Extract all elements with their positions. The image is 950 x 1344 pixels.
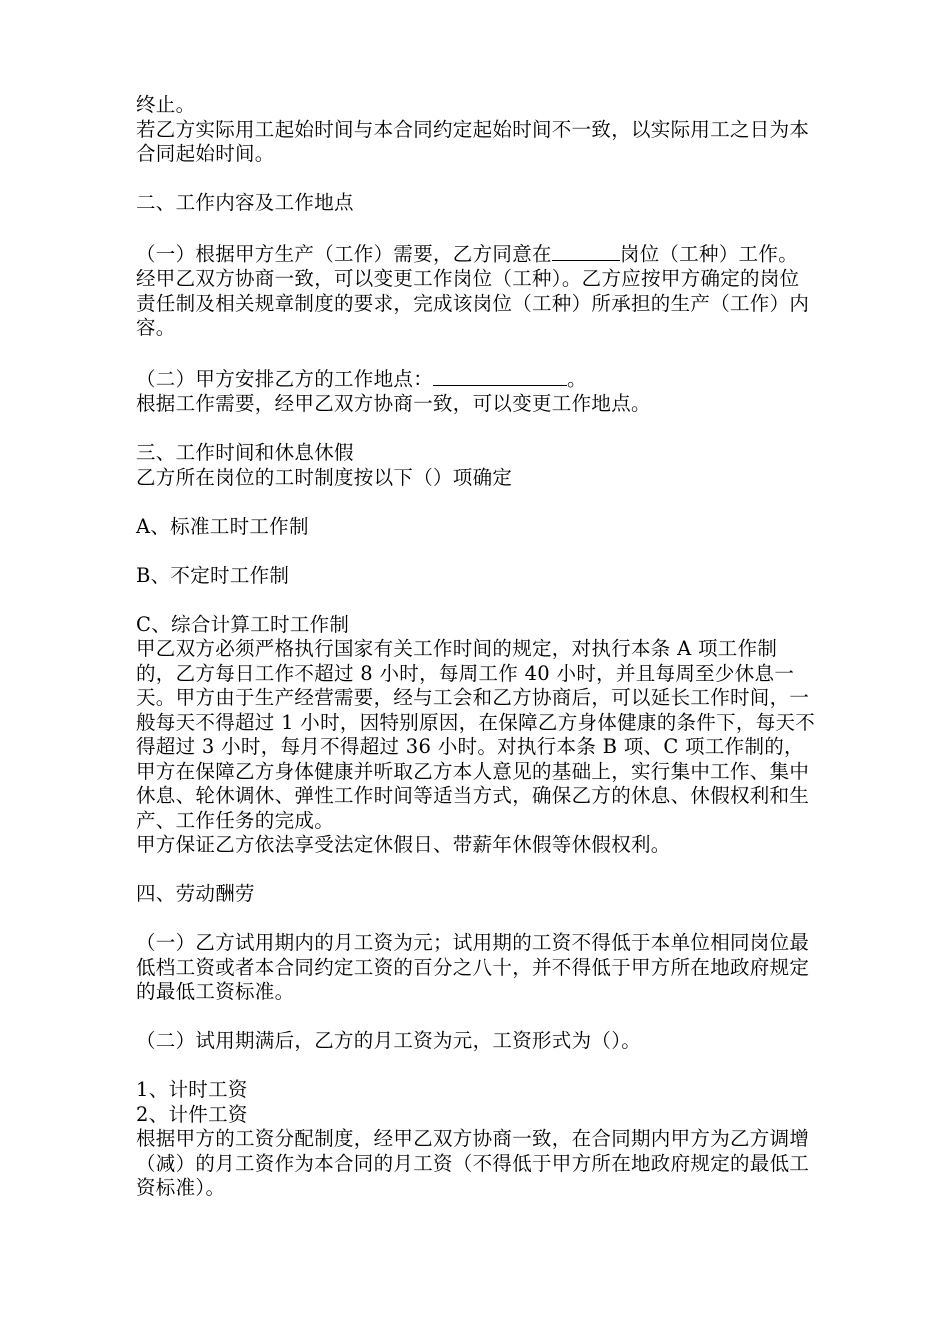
list-item: 2、计件工资 bbox=[136, 1102, 248, 1126]
option-item: B、不定时工作制 bbox=[136, 563, 290, 587]
fill-in-blank bbox=[433, 365, 567, 386]
spacer bbox=[136, 417, 816, 442]
paragraph: 乙方所在岗位的工时制度按以下（）项确定 bbox=[136, 465, 513, 489]
paragraph bbox=[136, 240, 816, 341]
fill-in-blank bbox=[552, 240, 620, 261]
document-body bbox=[136, 93, 816, 1201]
text-segment: 。 bbox=[567, 367, 587, 391]
spacer bbox=[136, 539, 816, 564]
spacer bbox=[136, 167, 816, 192]
option-item: A、标准工时工作制 bbox=[136, 514, 309, 538]
option-item: C、综合计算工时工作制 bbox=[136, 612, 350, 636]
paragraph: （二）试用期满后，乙方的月工资为元，工资形式为（）。 bbox=[136, 1029, 642, 1052]
spacer bbox=[136, 1005, 816, 1030]
spacer bbox=[136, 1054, 816, 1079]
text-line: 终止。 bbox=[136, 93, 196, 116]
paragraph: 若乙方实际用工起始时间与本合同约定起始时间不一致，以实际用工之日为本合同起始时间。 bbox=[136, 117, 810, 165]
text-segment: （二）甲方安排乙方的工作地点： bbox=[136, 367, 434, 391]
spacer bbox=[136, 490, 816, 515]
paragraph bbox=[136, 365, 816, 392]
text-segment: （一）根据甲方生产（工作）需要，乙方同意在 bbox=[136, 242, 552, 266]
spacer bbox=[136, 858, 816, 883]
paragraph: 甲乙双方必须严格执行国家有关工作时间的规定，对执行本条 A 项工作制的，乙方每日工作不超过 8 小时，每周工作 40 小时，并且每周至少休息一天。甲方由于生产经营需要，经与工会和乙方协商后，可以延长工作时间，一般每天不得超过 1 小时，因特别原因，在保障乙方身体健康的条件下，每天不得超过 3 小时，每月不得超过 36 小时。对执行本条 B 项、C 项工作制的，甲方在保障乙方身体健康并听取乙方本人意见的基础上，实行集中工作、集中休息、轮休调休、弹性工作时间等适当方式，确保乙方的休息、休假权利和生产、工作任务的完成。 bbox=[136, 637, 816, 832]
paragraph: 根据甲方的工资分配制度，经甲乙双方协商一致，在合同期内甲方为乙方调增（减）的月工资作为本合同的月工资（不得低于甲方所在地政府规定的最低工资标准）。 bbox=[136, 1127, 810, 1199]
list-item: 1、计时工资 bbox=[136, 1078, 248, 1101]
section-heading-4: 四、劳动酬劳 bbox=[136, 882, 255, 905]
spacer bbox=[136, 588, 816, 613]
text-segment: 岗位（工种）工作。经甲乙双方协商一致，可以变更工作岗位（工种）。乙方应按甲方确定的岗位责任制及相关规章制度的要求，完成该岗位（工种）所承担的生产（工作）内容。 bbox=[136, 242, 810, 339]
section-heading-2: 二、工作内容及工作地点 bbox=[136, 191, 354, 214]
spacer bbox=[136, 341, 816, 366]
paragraph: （一）乙方试用期内的月工资为元；试用期的工资不得低于本单位相同岗位最低档工资或者本合同约定工资的百分之八十，并不得低于甲方所在地政府规定的最低工资标准。 bbox=[136, 931, 810, 1003]
spacer bbox=[136, 216, 816, 241]
paragraph: 甲方保证乙方依法享受法定休假日、带薪年休假等休假权利。 bbox=[136, 833, 671, 856]
spacer bbox=[136, 907, 816, 932]
paragraph: 根据工作需要，经甲乙双方协商一致，可以变更工作地点。 bbox=[136, 392, 651, 415]
section-heading-3: 三、工作时间和休息休假 bbox=[136, 441, 354, 464]
